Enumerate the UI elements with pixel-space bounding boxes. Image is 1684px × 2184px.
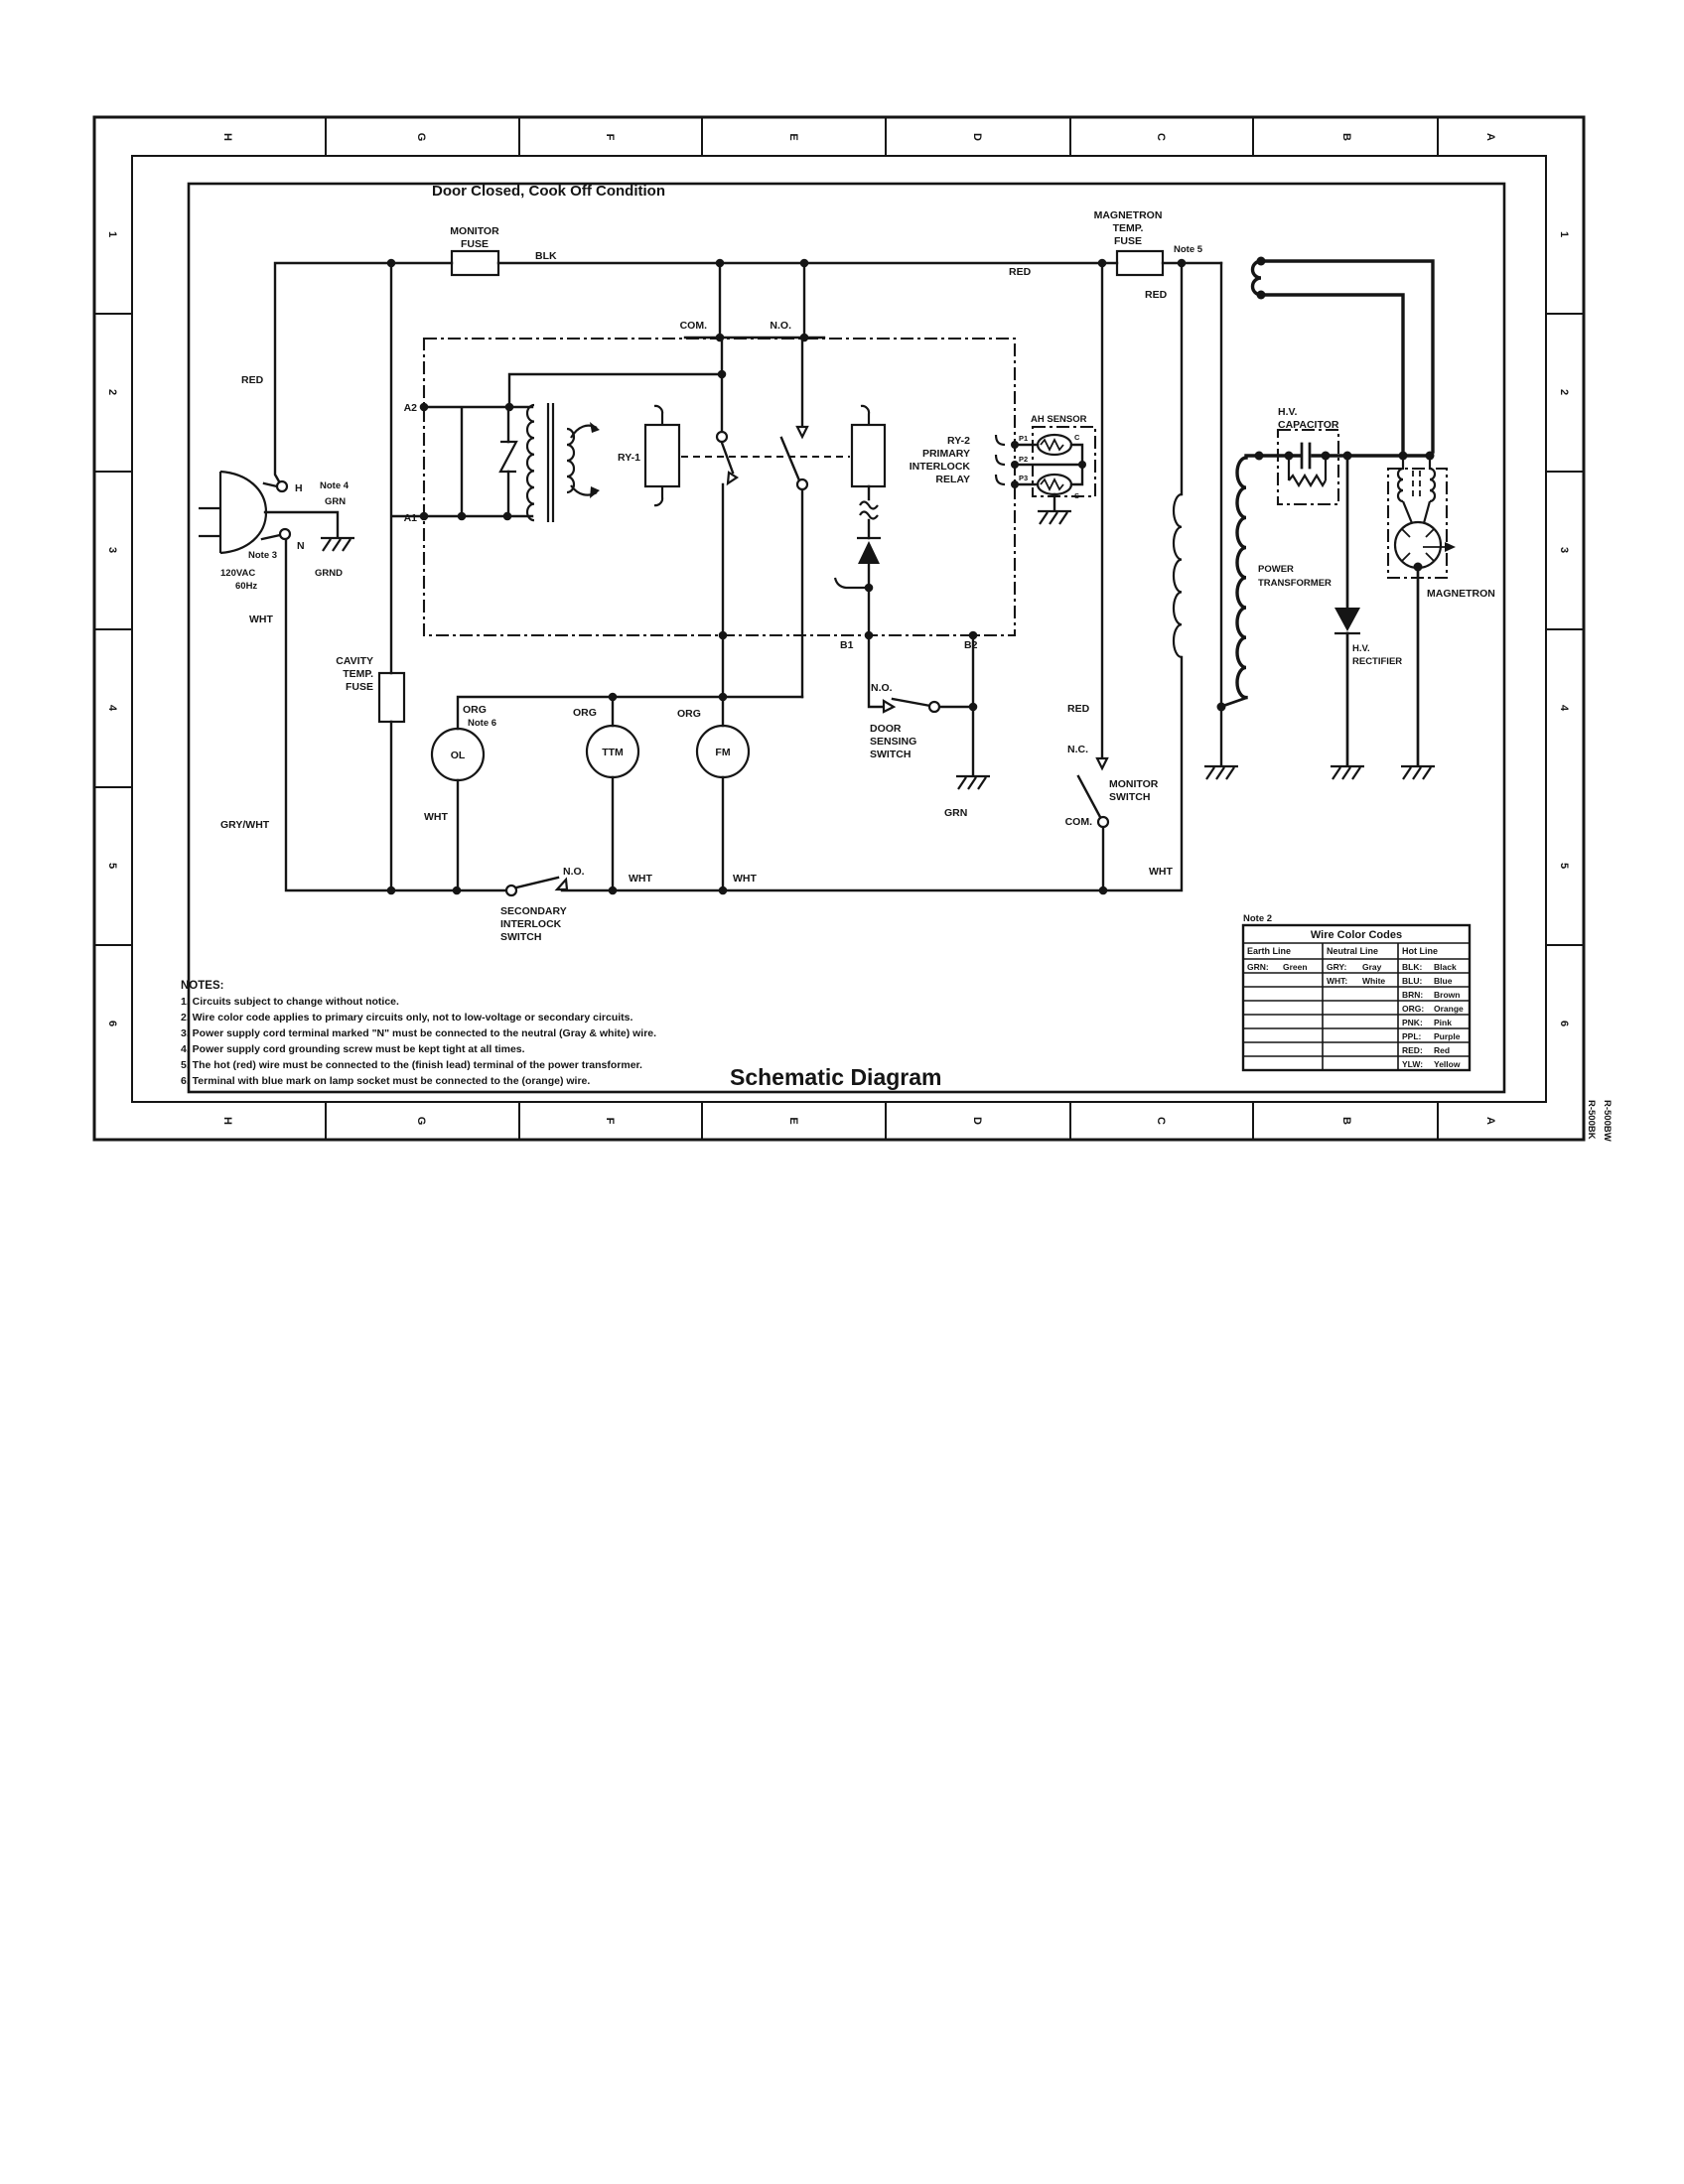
- cavity-fuse-label: FUSE: [345, 681, 373, 693]
- board-terminal-label: A1: [403, 512, 417, 524]
- junction-dot: [1343, 452, 1352, 461]
- note-item: 6. Terminal with blue mark on lamp socket must be connected to the (orange) wire.: [181, 1075, 591, 1087]
- table-cell: Green: [1283, 962, 1308, 972]
- note-item: 2. Wire color code applies to primary circuits only, not to low-voltage or secondary circuits.: [181, 1012, 633, 1024]
- magnetron-fuse-label: FUSE: [1113, 235, 1143, 247]
- ground-symbol: [1204, 766, 1238, 779]
- junction-dot: [387, 259, 396, 268]
- power-transformer-primary-coil: [1174, 494, 1182, 657]
- relay-label: RELAY: [935, 474, 970, 485]
- filament-heater-dashes: [1413, 471, 1420, 496]
- switch-label: SWITCH: [1109, 791, 1151, 803]
- plug-terminal-n: [280, 529, 290, 539]
- junction-dot: [609, 887, 618, 895]
- wire-color-label: WHT: [249, 614, 273, 625]
- junction-dot: [420, 512, 429, 521]
- magnetron-anode-x: [1402, 529, 1434, 561]
- zone-label: F: [604, 1117, 616, 1125]
- junction-dot: [800, 334, 809, 342]
- junction-dot: [969, 703, 978, 712]
- diagram-title: Door Closed, Cook Off Condition: [432, 183, 665, 200]
- wire-color-label: RED: [241, 374, 264, 386]
- switch-label: DOOR: [870, 723, 902, 735]
- contact-triangle: [557, 880, 567, 889]
- wire-hv-primary: [1182, 263, 1221, 764]
- table-cell: RED:: [1402, 1045, 1423, 1055]
- junction-dot: [609, 693, 618, 702]
- power-transformer-secondary-coil: [1237, 458, 1246, 698]
- sensor-terminal-hook: [996, 435, 1005, 484]
- ground-label: GRND: [315, 568, 343, 579]
- contact-label: COM.: [1064, 816, 1092, 828]
- zone-label: G: [415, 1116, 427, 1126]
- thermistor-element: [1041, 440, 1063, 450]
- note-ref: Note 3: [248, 550, 278, 561]
- board-terminal-label: A2: [403, 402, 417, 414]
- switch-pivot: [717, 432, 727, 442]
- sensor-terminal-label: P2: [1019, 455, 1029, 464]
- junction-dot: [718, 370, 727, 379]
- junction-dot: [865, 631, 874, 640]
- zone-label: H: [221, 133, 233, 141]
- zone-strip-border: [132, 156, 1546, 1102]
- switch-pivot: [506, 886, 516, 895]
- table-cell: Yellow: [1434, 1059, 1461, 1069]
- hv-capacitor-label: CAPACITOR: [1278, 419, 1339, 431]
- table-cell: BRN:: [1402, 990, 1424, 1000]
- wire-mains: [262, 263, 1221, 890]
- contact-triangle: [1097, 758, 1107, 768]
- arrowhead: [590, 486, 600, 498]
- sensor-label: AH SENSOR: [1031, 414, 1087, 425]
- table-note-ref: Note 2: [1243, 913, 1273, 924]
- contact-label: N.O.: [563, 866, 585, 878]
- diagram-caption: Schematic Diagram: [730, 1064, 942, 1090]
- junction-dot: [1399, 452, 1408, 461]
- cavity-temp-fuse: [379, 673, 404, 722]
- junction-dot: [1011, 480, 1019, 488]
- junction-dot: [800, 259, 809, 268]
- relay-ry2-terminal-hook: [861, 406, 869, 425]
- ry2-left-stub: [835, 578, 866, 588]
- table-cell: White: [1362, 976, 1386, 986]
- wire-color-label: ORG: [677, 708, 701, 720]
- sensor-terminal-label: P3: [1019, 474, 1029, 482]
- magnetron-temp-fuse: [1117, 251, 1163, 275]
- switch-label: SENSING: [870, 736, 917, 748]
- contact-label: N.O.: [770, 320, 791, 332]
- ground-symbol: [1331, 766, 1364, 779]
- supply-voltage-label: 120VAC: [220, 568, 256, 579]
- zone-label: C: [1155, 133, 1167, 141]
- wire-control-board: [422, 374, 722, 516]
- junction-dot: [1098, 259, 1107, 268]
- terminal-label: N: [297, 540, 305, 552]
- notes-block: [181, 980, 656, 1087]
- power-plug: [199, 472, 266, 553]
- relay-label: PRIMARY: [921, 448, 970, 460]
- note-item: 4. Power supply cord grounding screw must be kept tight at all times.: [181, 1043, 525, 1055]
- zone-label: A: [1484, 1117, 1496, 1125]
- ground-symbol: [1038, 511, 1071, 524]
- zone-label: F: [604, 133, 616, 141]
- junction-dot: [969, 631, 978, 640]
- zone-label: G: [415, 132, 427, 142]
- filament-winding: [1253, 261, 1262, 295]
- wire-color-table: [1243, 913, 1470, 1070]
- table-cell: Orange: [1434, 1004, 1464, 1014]
- relay-ry1-terminal-hook: [654, 406, 662, 425]
- model-number: R-500BK: [1586, 1100, 1597, 1140]
- zone-label: B: [1340, 1117, 1352, 1125]
- contact-label: N.C.: [1067, 744, 1088, 755]
- wire-color-label: GRY/WHT: [220, 819, 270, 831]
- switch-pivot: [1098, 817, 1108, 827]
- switch-label: MONITOR: [1109, 778, 1159, 790]
- hv-capacitor-label: H.V.: [1278, 406, 1298, 418]
- junction-dot: [1414, 563, 1423, 572]
- zone-label: 2: [106, 388, 118, 396]
- power-transformer-label: POWER: [1258, 564, 1294, 575]
- junction-dots: [387, 257, 1435, 895]
- hv-rectifier-diode: [1334, 608, 1360, 631]
- cavity-fuse-label: CAVITY: [336, 655, 373, 667]
- junction-dot: [1285, 452, 1294, 461]
- wire-color-label: ORG: [463, 704, 487, 716]
- table-cell: Brown: [1434, 990, 1461, 1000]
- ry2-squiggle: [860, 502, 878, 519]
- schematic-labels: [220, 209, 1495, 943]
- table-cell: Red: [1434, 1045, 1451, 1055]
- sensor-terminal-label: S: [1074, 491, 1080, 500]
- wire-color-label: ORG: [573, 707, 597, 719]
- switch-pivot: [929, 702, 939, 712]
- junction-dot: [1078, 461, 1086, 469]
- junction-dot: [719, 693, 728, 702]
- zone-label: H: [221, 1117, 233, 1125]
- wire-color-label: WHT: [1149, 866, 1173, 878]
- table-column-header: Earth Line: [1247, 946, 1292, 956]
- zone-label: 5: [1558, 862, 1570, 870]
- wire-color-label: BLK: [535, 250, 557, 262]
- zone-label: 3: [106, 546, 118, 554]
- switch-label: INTERLOCK: [500, 918, 562, 930]
- note-ref: Note 5: [1174, 244, 1203, 255]
- zone-label: E: [787, 133, 799, 141]
- junction-dot: [1257, 257, 1266, 266]
- zone-label: 2: [1558, 388, 1570, 396]
- table-cell: BLU:: [1402, 976, 1423, 986]
- note-item: 1. Circuits subject to change without notice.: [181, 996, 399, 1008]
- ground-symbol: [321, 538, 354, 551]
- board-terminal-label: B2: [964, 639, 978, 651]
- wire-color-label: RED: [1145, 289, 1168, 301]
- wire-load-rail: [458, 697, 802, 890]
- contact-triangle: [884, 701, 894, 712]
- junction-dot: [1099, 887, 1108, 895]
- table-cell: PNK:: [1402, 1018, 1423, 1027]
- ground-symbol: [1401, 766, 1435, 779]
- junction-dot: [453, 887, 462, 895]
- table-cell: Purple: [1434, 1031, 1461, 1041]
- table-title: Wire Color Codes: [1310, 929, 1403, 941]
- load-label: FM: [715, 747, 731, 758]
- junction-dot: [719, 631, 728, 640]
- table-cell: Blue: [1434, 976, 1453, 986]
- junction-dot: [1426, 452, 1435, 461]
- junction-dot: [865, 584, 874, 593]
- diode: [858, 541, 880, 564]
- switch-pivot: [797, 479, 807, 489]
- drawing-border: [189, 184, 1504, 1092]
- note-ref: Note 6: [468, 718, 497, 729]
- sheet-frame: [94, 117, 1613, 1142]
- junction-dot: [503, 512, 512, 521]
- magnetron-label: MAGNETRON: [1427, 588, 1495, 600]
- board-terminal-label: B1: [840, 639, 854, 651]
- hv-rectifier-label: H.V.: [1352, 643, 1370, 654]
- magnetron-tube: [1395, 522, 1441, 568]
- zone-label: 4: [106, 704, 118, 712]
- cavity-fuse-label: TEMP.: [343, 668, 373, 680]
- junction-dot: [719, 887, 728, 895]
- zone-label: E: [787, 1117, 799, 1125]
- wire-color-label: GRN: [325, 496, 347, 507]
- switch-label: SECONDARY: [500, 905, 567, 917]
- relay-ry1-terminal-hook: [654, 486, 662, 505]
- hv-capacitor-plates: [1302, 444, 1310, 468]
- table-cell: PPL:: [1402, 1031, 1422, 1041]
- zone-label: 3: [1558, 546, 1570, 554]
- supply-frequency-label: 60Hz: [235, 581, 258, 592]
- junction-dot: [505, 403, 514, 412]
- junction-dot: [716, 334, 725, 342]
- table-cell: Gray: [1362, 962, 1382, 972]
- relay-label: RY-2: [947, 435, 970, 447]
- junction-dot: [1322, 452, 1331, 461]
- thermistor-element: [1041, 479, 1063, 489]
- control-transformer-core: [548, 403, 553, 522]
- relay-ry1-coil: [645, 425, 679, 486]
- zone-label: 6: [106, 1020, 118, 1027]
- junction-dot: [420, 403, 429, 412]
- wire-color-label: WHT: [733, 873, 757, 885]
- contact-triangle: [728, 473, 737, 483]
- table-cell: WHT:: [1327, 976, 1348, 986]
- wire-color-label: GRN: [944, 807, 968, 819]
- wire-color-label: WHT: [629, 873, 652, 885]
- relay-ry2-coil: [852, 425, 885, 486]
- wire-monitor-switch: [1078, 263, 1103, 890]
- zone-label: 5: [106, 862, 118, 870]
- sensor-terminal-label: P1: [1019, 434, 1029, 443]
- wire-color-label: RED: [1067, 703, 1090, 715]
- control-transformer-primary-coil: [527, 405, 534, 520]
- junction-dot: [1255, 452, 1264, 461]
- hv-capacitor-outline: [1278, 430, 1338, 504]
- table-column-header: Hot Line: [1402, 946, 1438, 956]
- table-cell: GRN:: [1247, 962, 1269, 972]
- relay-label: RY-1: [618, 452, 640, 464]
- note-item: 3. Power supply cord terminal marked "N" must be connected to the neutral (Gray & white) wire.: [181, 1027, 657, 1039]
- monitor-fuse-label: MONITOR: [450, 225, 499, 237]
- junction-dot: [1011, 461, 1019, 469]
- ground-symbol: [956, 776, 990, 789]
- note-item: 5. The hot (red) wire must be connected to the (finish lead) terminal of the power transformer.: [181, 1059, 642, 1071]
- monitor-fuse-label: FUSE: [460, 238, 490, 250]
- table-cell: GRY:: [1327, 962, 1347, 972]
- junction-dot: [1011, 441, 1019, 449]
- junction-dot: [1257, 291, 1266, 300]
- relay-label: INTERLOCK: [909, 461, 970, 473]
- plug-terminal-h: [277, 481, 287, 491]
- table-cell: Pink: [1434, 1018, 1452, 1027]
- magnetron-fuse-label: MAGNETRON: [1093, 209, 1163, 221]
- magnetron-filament-coil: [1424, 456, 1435, 523]
- table-cell: BLK:: [1402, 962, 1423, 972]
- note-ref: Note 4: [320, 480, 350, 491]
- wire-color-label: RED: [1009, 266, 1032, 278]
- wire-color-label: WHT: [424, 811, 448, 823]
- monitor-fuse: [452, 251, 498, 275]
- sensor-terminal-label: C: [1074, 433, 1080, 442]
- magnetron-fuse-label: TEMP.: [1112, 222, 1144, 234]
- switch-label: SWITCH: [870, 749, 912, 760]
- control-board-outline: [424, 339, 1015, 635]
- table-cell: ORG:: [1402, 1004, 1425, 1014]
- zone-label: A: [1484, 133, 1496, 141]
- contact-label: COM.: [679, 320, 707, 332]
- zone-label: B: [1340, 133, 1352, 141]
- model-number: R-500BW: [1602, 1100, 1613, 1142]
- magnetron-filament-coil: [1398, 456, 1412, 523]
- wire-secondary-return: [1223, 698, 1246, 706]
- junction-dot: [716, 259, 725, 268]
- junction-dot: [1178, 259, 1187, 268]
- zone-label: 4: [1558, 704, 1570, 712]
- switch-label: SWITCH: [500, 931, 542, 943]
- switch-blade: [516, 878, 558, 887]
- zone-label: 6: [1558, 1020, 1570, 1027]
- arrowhead: [590, 422, 600, 433]
- control-transformer-secondary-coil: [567, 429, 574, 492]
- table-column-header: Neutral Line: [1327, 946, 1379, 956]
- zone-label: D: [971, 1117, 983, 1125]
- zone-label: C: [1155, 1117, 1167, 1125]
- junction-dot: [387, 887, 396, 895]
- varistor: [500, 442, 516, 472]
- table-cell: Black: [1434, 962, 1457, 972]
- hv-capacitor-bleed-resistor: [1289, 456, 1326, 485]
- zone-label: D: [971, 133, 983, 141]
- contact-label: N.O.: [871, 682, 893, 694]
- power-transformer-label: TRANSFORMER: [1258, 578, 1332, 589]
- terminal-label: H: [295, 482, 303, 494]
- junction-dot: [458, 512, 467, 521]
- notes-heading: NOTES:: [181, 980, 224, 992]
- load-label: OL: [450, 750, 466, 761]
- zone-label: 1: [1558, 230, 1570, 238]
- load-label: TTM: [602, 747, 624, 758]
- junction-dot: [1217, 703, 1226, 712]
- hv-rectifier-label: RECTIFIER: [1352, 656, 1403, 667]
- zone-label: 1: [106, 230, 118, 238]
- table-cell: YLW:: [1402, 1059, 1424, 1069]
- contact-triangle: [797, 427, 807, 437]
